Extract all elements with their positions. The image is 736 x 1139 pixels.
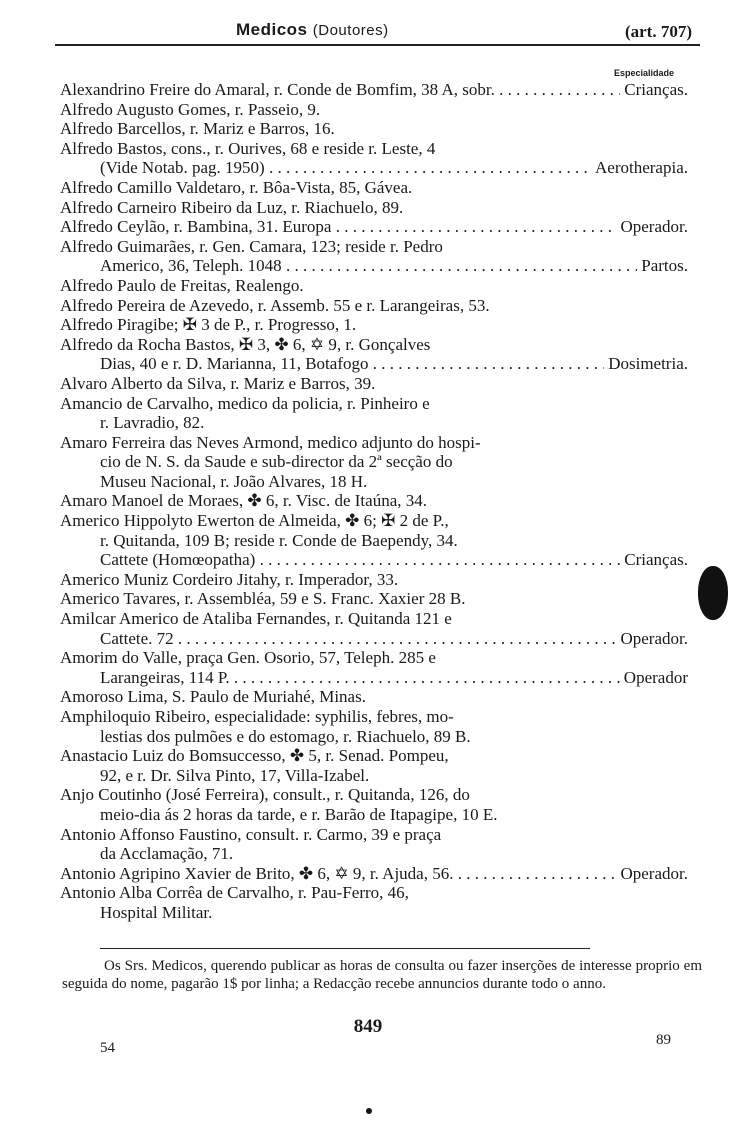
entry-line: Americo Hippolyto Ewerton de Almeida, ✤ 6; ✠ 2 de P.,: [60, 511, 449, 531]
directory-entry: [60, 198, 680, 218]
directory-entry: [60, 217, 688, 237]
entry-line: Alfredo Pereira de Azevedo, r. Assemb. 55 e r. Larangeiras, 53.: [60, 295, 490, 315]
entry-specialty: Crianças.: [620, 80, 688, 100]
directory-entry: [60, 433, 680, 492]
article-number: (art. 707): [624, 22, 692, 41]
directory-entry: [60, 334, 688, 374]
entry-specialty: Operador.: [616, 864, 688, 884]
entry-specialty: Aerotherapia.: [591, 158, 688, 178]
directory-entry: [60, 707, 680, 746]
page-number-center: 849: [353, 1016, 383, 1037]
directory-entry: [60, 178, 680, 198]
page-title: [236, 20, 389, 40]
entry-specialty: Partos.: [637, 256, 688, 276]
directory-entry: [60, 374, 680, 394]
entry-specialty: Operador: [620, 668, 688, 688]
entry-line: Antonio Affonso Faustino, consult. r. Carmo, 39 e praça: [60, 824, 442, 844]
entry-line: r. Quitanda, 109 B; reside r. Conde de Baependy, 34.: [100, 530, 458, 550]
entry-line: Alfredo Guimarães, r. Gen. Camara, 123; reside r. Pedro: [60, 236, 443, 256]
entry-line: Alfredo Camillo Valdetaro, r. Bôa-Vista, 85, Gávea.: [60, 177, 413, 197]
directory-entry: [60, 100, 680, 120]
ink-blot: [698, 566, 728, 620]
entry-specialty: Operador.: [616, 629, 688, 649]
title-text: Medicos: [236, 20, 308, 39]
entry-line: da Acclamação, 71.: [100, 844, 234, 864]
page-number-left: 54: [100, 1040, 115, 1056]
entry-line: Larangeiras, 114 P.: [100, 667, 230, 687]
directory-entry: [60, 119, 680, 139]
entry-line: Amphiloquio Ribeiro, especialidade: syphilis, febres, mo-: [60, 707, 454, 726]
directory-entry: [60, 394, 680, 433]
entry-line: Museu Nacional, r. João Alvares, 18 H.: [100, 471, 368, 491]
entry-line: Amancio de Carvalho, medico da policia, r. Pinheiro e: [60, 393, 430, 413]
entry-line: Cattete. 72: [100, 628, 174, 648]
entry-line: (Vide Notab. pag. 1950): [100, 158, 265, 178]
footer-rule: [100, 948, 590, 949]
entry-line: cio de N. S. da Saude e sub-director da 2ª secção do: [100, 452, 453, 472]
entry-line: Americo, 36, Teleph. 1048: [100, 256, 282, 276]
entry-line: Alfredo Ceylão, r. Bambina, 31. Europa: [60, 217, 332, 237]
entry-line: Alvaro Alberto da Silva, r. Mariz e Barros, 39.: [60, 373, 376, 393]
entry-line: Cattete (Homœopatha): [100, 550, 256, 570]
entry-line: Alfredo da Rocha Bastos, ✠ 3, ✤ 6, ✡ 9, r. Gonçalves: [60, 334, 431, 354]
directory-entry: [60, 296, 680, 316]
page-header: [60, 14, 700, 42]
entry-list: [60, 80, 688, 923]
directory-entry: [60, 276, 680, 296]
directory-entry: [60, 825, 680, 864]
entry-line: Alfredo Bastos, cons., r. Ourives, 68 e reside r. Leste, 4: [60, 138, 436, 158]
title-subtitle: (Doutores): [312, 22, 389, 39]
page-number-right: 89: [656, 1032, 671, 1048]
entry-specialty: Crianças.: [620, 550, 688, 570]
notice-text: Os Srs. Medicos, querendo publicar as horas de consulta ou fazer inserções de interesse proprio em seguida do nome, pagarão 1$ por linha; a Redacção recebe annuncios durante todo o anno.: [62, 958, 702, 992]
ink-dot: [366, 1108, 372, 1114]
entry-line: Alfredo Augusto Gomes, r. Passeio, 9.: [60, 99, 321, 119]
entry-line: meio-dia ás 2 horas da tarde, e r. Barão de Itapagipe, 10 E.: [100, 804, 498, 824]
entry-line: r. Lavradio, 82.: [100, 413, 205, 433]
header-rule: [55, 44, 700, 46]
entry-line: Antonio Agripino Xavier de Brito, ✤ 6, ✡ 9, r. Ajuda, 56.: [60, 863, 454, 883]
entry-specialty: Dosimetria.: [604, 354, 688, 374]
entry-line: Amoroso Lima, S. Paulo de Muriahé, Minas.: [60, 687, 366, 707]
entry-line: Amaro Manoel de Moraes, ✤ 6, r. Visc. de Itaúna, 34.: [60, 491, 427, 511]
column-heading: Especialidade: [613, 68, 674, 78]
entry-line: Hospital Militar.: [100, 902, 213, 922]
directory-entry: [60, 785, 680, 824]
entry-line: Americo Muniz Cordeiro Jitahy, r. Imperador, 33.: [60, 569, 399, 589]
directory-entry: [60, 648, 688, 687]
entry-line: lestias dos pulmões e do estomago, r. Riachuelo, 89 B.: [100, 726, 471, 746]
entry-line: Americo Tavares, r. Assembléa, 59 e S. Franc. Xaxier 28 B.: [60, 589, 466, 609]
entry-line: 92, e r. Dr. Silva Pinto, 17, Villa-Izabel.: [100, 765, 370, 785]
directory-entry: [60, 315, 680, 335]
entry-line: Alexandrino Freire do Amaral, r. Conde de Bomfim, 38 A, sobr.: [60, 80, 495, 99]
directory-entry: [60, 80, 688, 100]
directory-entry: [60, 236, 688, 276]
entry-line: Alfredo Barcellos, r. Mariz e Barros, 16.: [60, 119, 335, 139]
entry-line: Amilcar Americo de Ataliba Fernandes, r. Quitanda 121 e: [60, 609, 452, 629]
directory-entry: [60, 883, 680, 922]
entry-line: Anastacio Luiz do Bomsuccesso, ✤ 5, r. Senad. Pompeu,: [60, 746, 449, 766]
entry-specialty: Operador.: [616, 217, 688, 237]
entry-line: Dias, 40 e r. D. Marianna, 11, Botafogo: [100, 354, 369, 374]
entry-line: Alfredo Piragibe; ✠ 3 de P., r. Progresso, 1.: [60, 315, 357, 335]
directory-entry: [60, 609, 688, 648]
entry-line: Antonio Alba Corrêa de Carvalho, r. Pau-Ferro, 46,: [60, 883, 409, 903]
entry-line: Anjo Coutinho (José Ferreira), consult., r. Quitanda, 126, do: [60, 785, 470, 805]
directory-entry: [60, 511, 688, 570]
directory-entry: [60, 570, 680, 590]
directory-entry: [60, 863, 688, 884]
directory-entry: [60, 687, 680, 707]
entry-line: Amorim do Valle, praça Gen. Osorio, 57, Teleph. 285 e: [60, 648, 436, 668]
entry-line: Alfredo Carneiro Ribeiro da Luz, r. Riachuelo, 89.: [60, 197, 404, 217]
entry-line: Alfredo Paulo de Freitas, Realengo.: [60, 275, 304, 295]
directory-entry: [60, 589, 680, 609]
directory-entry: [60, 138, 688, 178]
directory-entry: [60, 491, 680, 511]
directory-entry: [60, 746, 680, 785]
entry-line: Amaro Ferreira das Neves Armond, medico adjunto do hospi-: [60, 432, 481, 452]
